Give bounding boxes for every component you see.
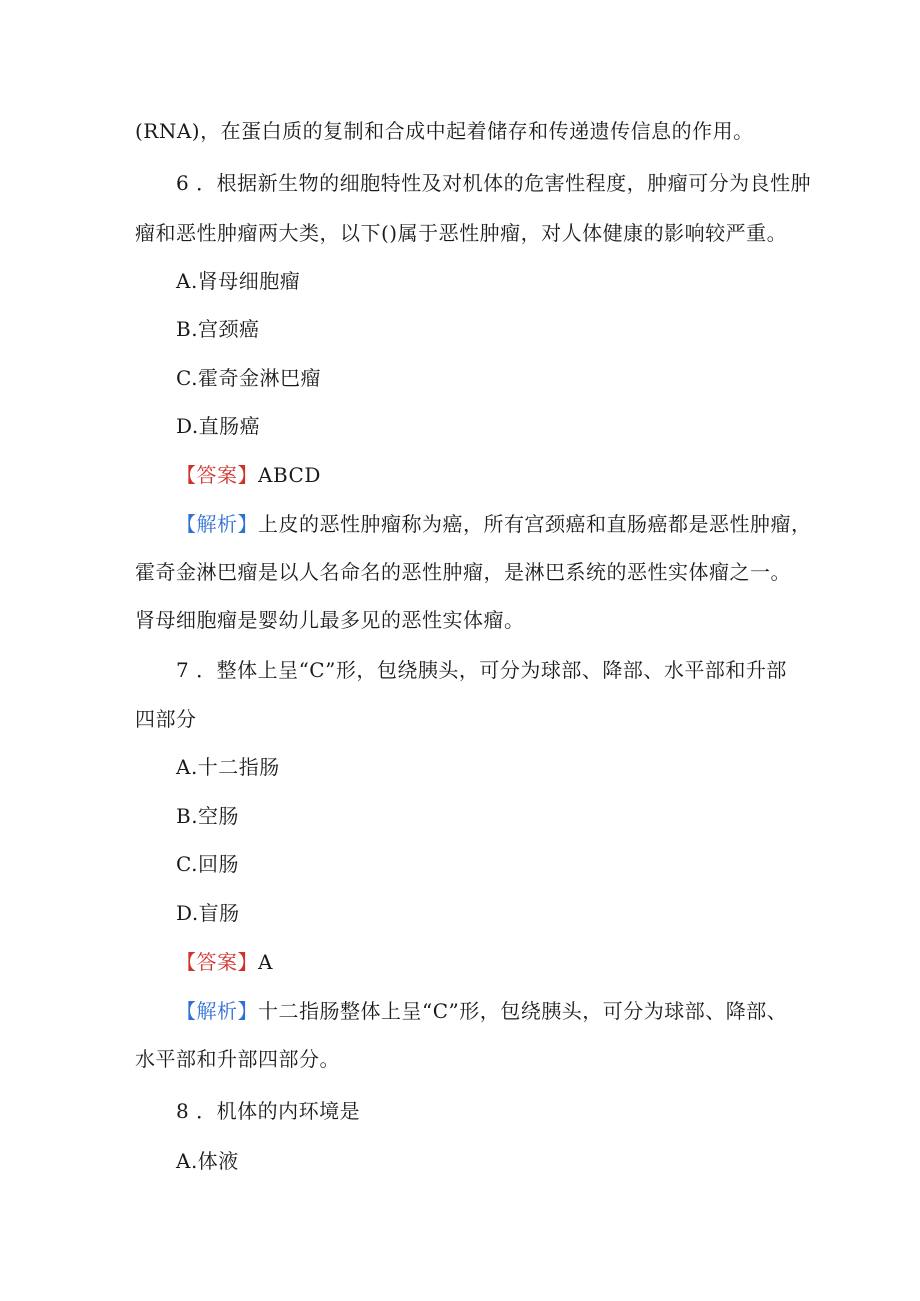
answer-tag: 【答案】 xyxy=(176,463,258,487)
question-7-option-a: A.十二指肠 xyxy=(176,755,280,779)
question-6-option-b: B.宫颈癌 xyxy=(176,317,260,341)
question-7-analysis xyxy=(176,998,787,1024)
question-6-stem: 6 ．根据新生物的细胞特性及对机体的危害性程度，肿瘤可分为良性肿 xyxy=(176,171,812,195)
question-6-option-a: A.肾母细胞瘤 xyxy=(176,269,301,293)
question-7-option-c: C.回肠 xyxy=(176,852,239,876)
question-7-option-d: D.盲肠 xyxy=(176,901,240,925)
question-6-option-c: C.霍奇金淋巴瘤 xyxy=(176,366,321,390)
analysis-tag: 【解析】 xyxy=(176,512,258,536)
analysis-text: 十二指肠整体上呈“C”形，包绕胰头，可分为球部、降部、 xyxy=(258,999,788,1023)
analysis-text: 上皮的恶性肿瘤称为癌，所有宫颈癌和直肠癌都是恶性肿瘤， xyxy=(258,512,812,536)
question-6-analysis xyxy=(176,511,812,537)
question-6-answer xyxy=(176,462,321,488)
question-8-option-a: A.体液 xyxy=(176,1149,239,1173)
question-7-stem-cont: 四部分 xyxy=(135,707,197,731)
analysis-tag: 【解析】 xyxy=(176,999,258,1023)
question-6-analysis-cont-1: 霍奇金淋巴瘤是以人名命名的恶性肿瘤，是淋巴系统的恶性实体瘤之一。 xyxy=(135,560,791,584)
answer-value: ABCD xyxy=(258,463,321,487)
question-8-stem: 8 ．机体的内环境是 xyxy=(176,1099,361,1123)
answer-value: A xyxy=(258,950,273,974)
question-7-answer xyxy=(176,949,273,975)
question-6-stem-cont: 瘤和恶性肿瘤两大类，以下()属于恶性肿瘤，对人体健康的影响较严重。 xyxy=(135,221,788,245)
question-6-option-d: D.直肠癌 xyxy=(176,414,261,438)
question-6-analysis-cont-2: 肾母细胞瘤是婴幼儿最多见的恶性实体瘤。 xyxy=(135,608,525,632)
answer-tag: 【答案】 xyxy=(176,950,258,974)
question-7-option-b: B.空肠 xyxy=(176,804,240,828)
question-7-analysis-cont: 水平部和升部四部分。 xyxy=(135,1047,340,1071)
text-line-1: (RNA)，在蛋白质的复制和合成中起着储存和传递遗传信息的作用。 xyxy=(135,119,754,143)
question-7-stem: 7 ．整体上呈“C”形，包绕胰头，可分为球部、降部、水平部和升部 xyxy=(176,658,787,682)
